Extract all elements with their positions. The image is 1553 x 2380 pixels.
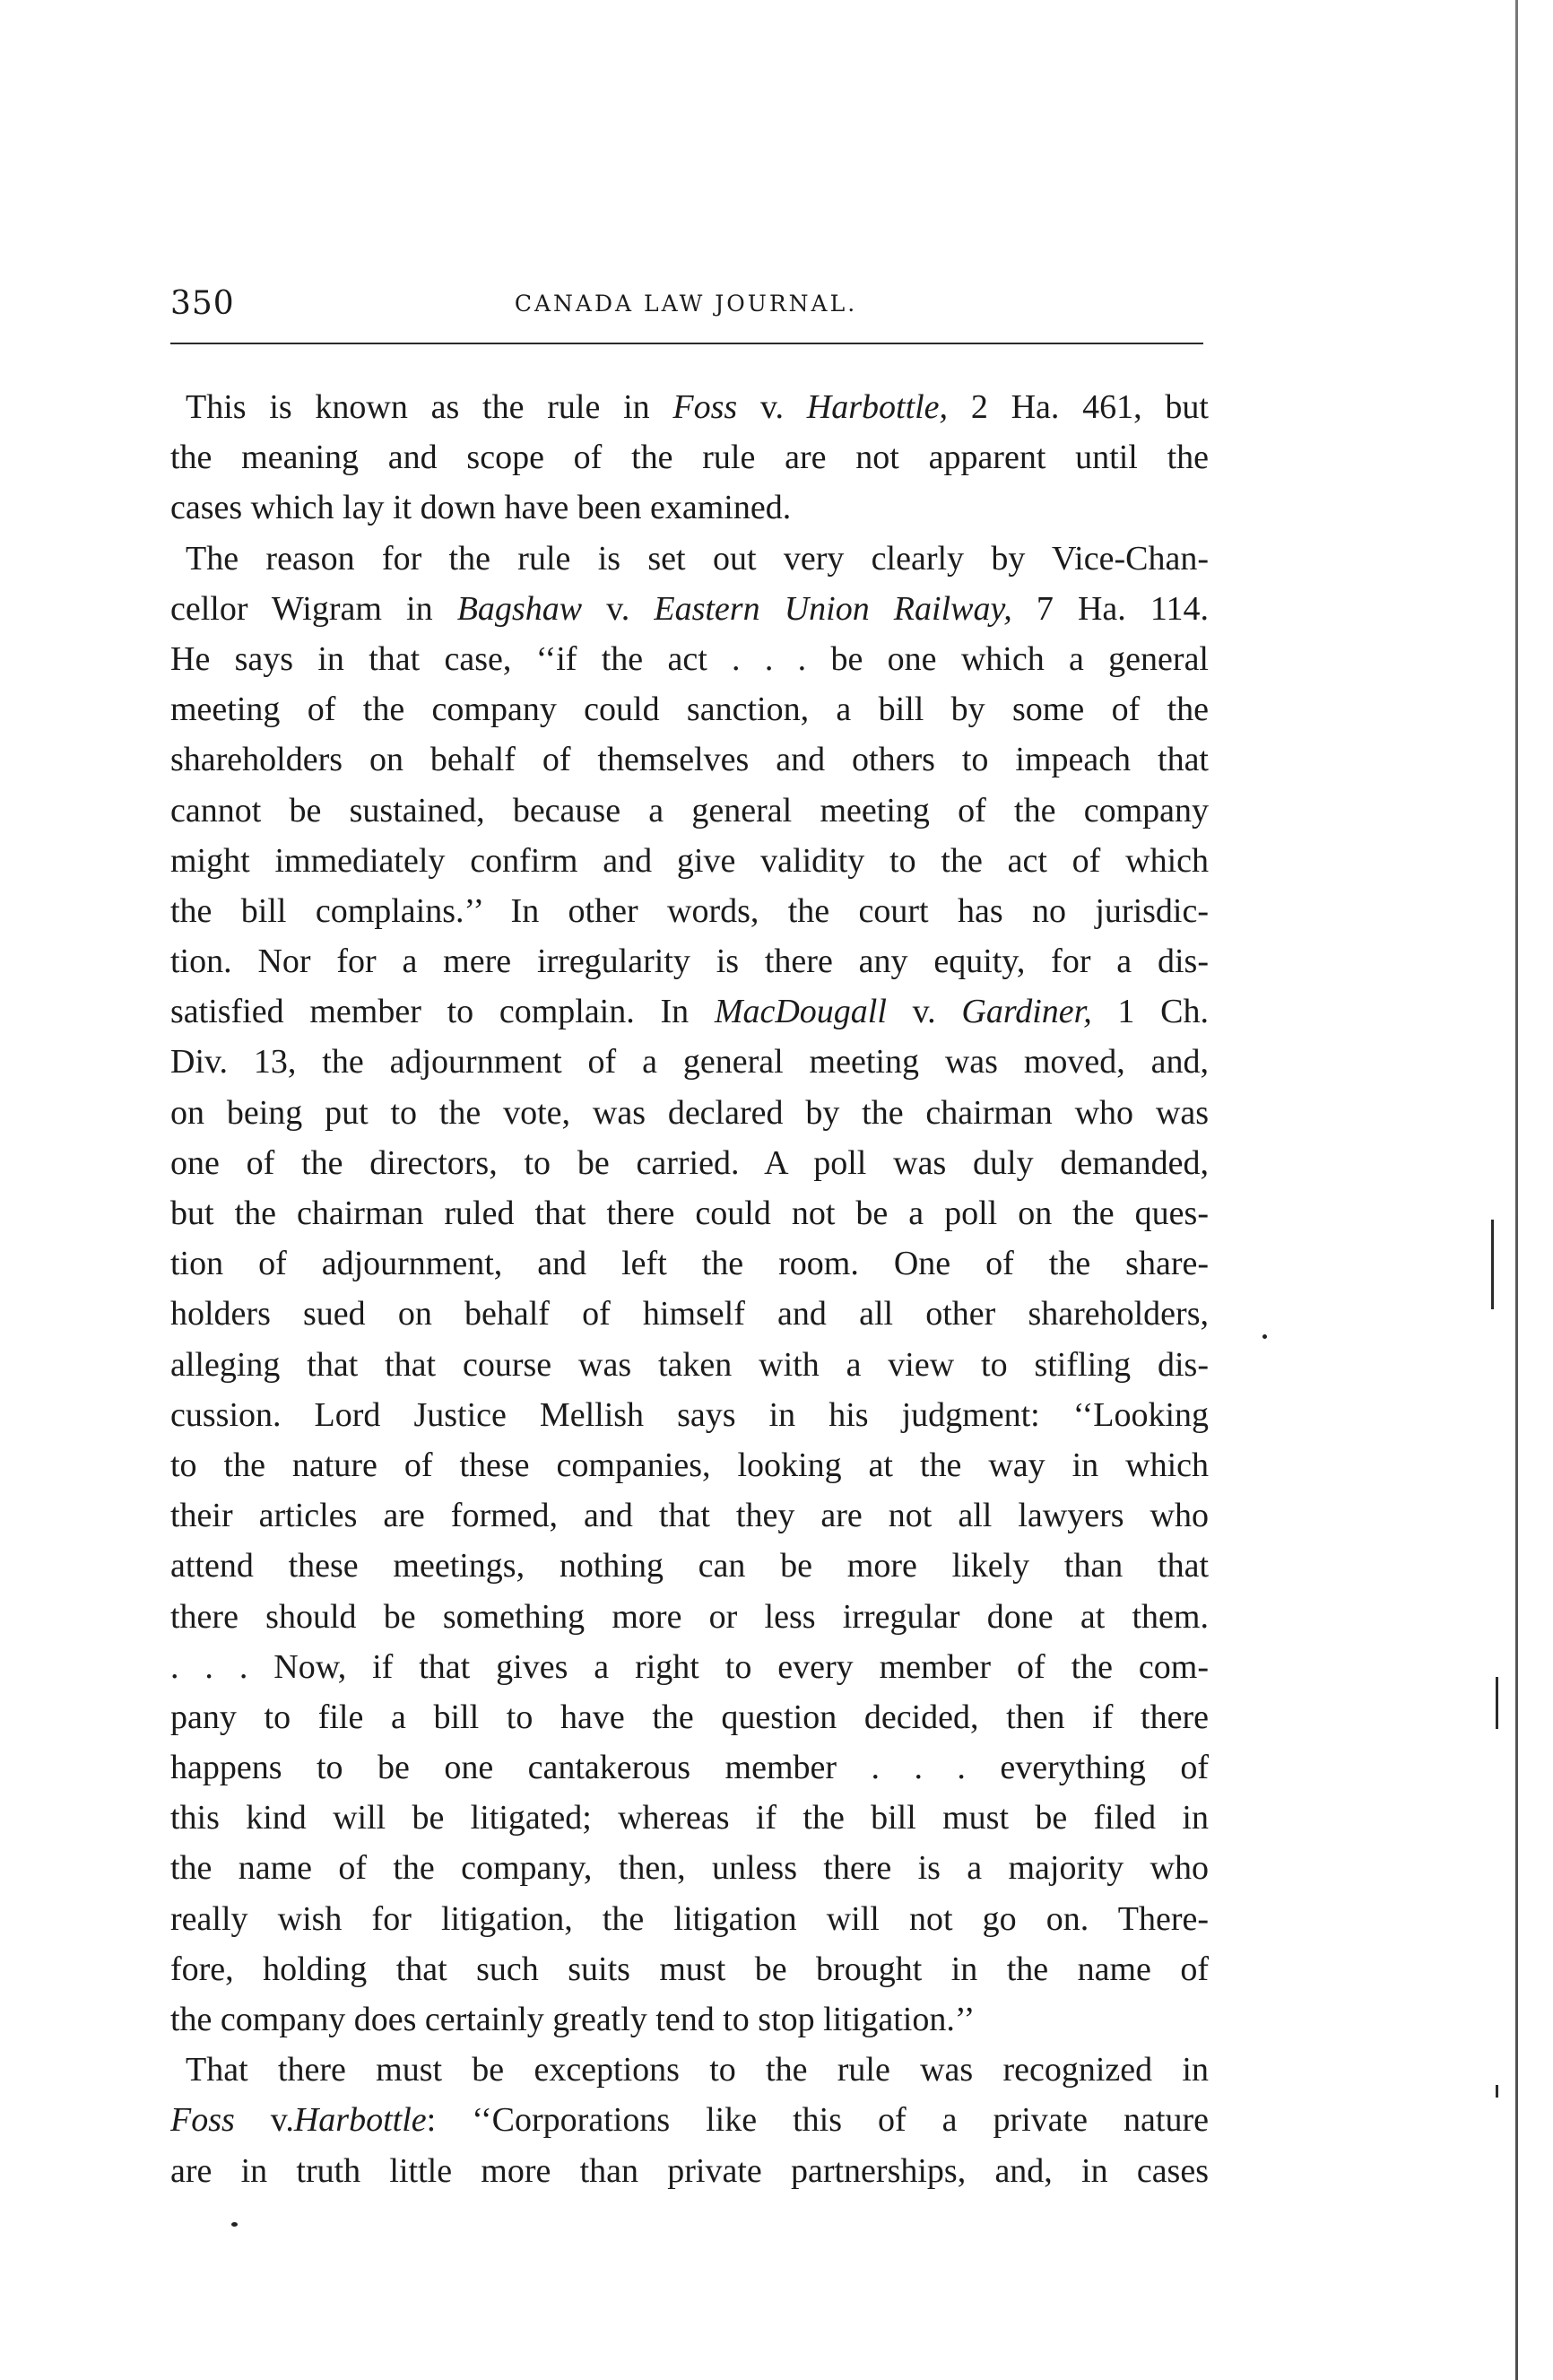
text-line — [170, 1894, 1209, 1944]
case-name: Bagshaw — [456, 589, 583, 628]
text-line — [170, 1238, 1209, 1289]
text-line — [170, 1994, 1209, 2045]
case-name: Eastern Union Railway, — [654, 589, 1012, 628]
text-segment: He says in that case, ‘‘if the act . . . be one which a general — [170, 639, 1209, 678]
header-rule — [170, 343, 1203, 344]
text-line — [170, 1843, 1209, 1893]
page-number: 350 — [170, 285, 235, 322]
text-segment: satisfied member to complain. In — [170, 993, 715, 1031]
speck — [1262, 1334, 1267, 1339]
text-line — [170, 734, 1209, 785]
text-line — [170, 2146, 1209, 2196]
text-line — [170, 1490, 1209, 1541]
case-name: Gardiner, — [961, 993, 1092, 1031]
text-line — [170, 1340, 1209, 1390]
text-line — [170, 936, 1209, 986]
margin-mark — [1491, 1220, 1494, 1309]
text-line — [170, 584, 1209, 634]
text-segment: but the chairman ruled that there could not be a poll on the ques- — [170, 1194, 1209, 1232]
text-segment: v. — [234, 2101, 294, 2140]
text-line — [170, 1289, 1209, 1339]
text-segment: there should be something more or less irregular done at them. — [170, 1597, 1209, 1636]
margin-mark — [1496, 2085, 1498, 2098]
text-segment: 2 Ha. 461, but — [948, 388, 1209, 426]
text-segment: v. — [582, 589, 655, 628]
text-line — [170, 2095, 1209, 2145]
page-edge-shadow — [1515, 0, 1518, 2380]
case-name: MacDougall — [714, 993, 887, 1031]
text-line — [170, 786, 1209, 836]
text-segment: tion. Nor for a mere irregularity is there any equity, for a dis- — [170, 942, 1209, 981]
margin-mark — [1496, 1677, 1498, 1729]
text-segment: might immediately confirm and give validity to the act of which — [170, 841, 1209, 880]
text-line — [170, 1188, 1209, 1238]
case-name: Harbottle, — [806, 388, 949, 426]
text-segment: That there must be exceptions to the rule was recognized in — [186, 2051, 1209, 2089]
text-line — [170, 1642, 1209, 1692]
text-line — [170, 1440, 1209, 1490]
text-segment: fore, holding that such suits must be brought in the name of — [170, 1950, 1209, 1988]
text-segment: their articles are formed, and that they are not all lawyers who — [170, 1497, 1209, 1535]
text-segment: 1 Ch. — [1091, 993, 1209, 1031]
text-segment: the meaning and scope of the rule are not apparent until the — [170, 439, 1209, 477]
text-segment: cannot be sustained, because a general meeting of the company — [170, 791, 1209, 830]
text-line — [170, 1692, 1209, 1742]
text-line — [170, 1592, 1209, 1642]
case-name: Harbottle — [293, 2101, 427, 2140]
text-segment: this kind will be litigated; whereas if the bill must be filed in — [170, 1799, 1209, 1837]
text-segment: are in truth little more than private partnerships, and, in cases — [170, 2151, 1209, 2190]
text-segment: shareholders on behalf of themselves and others to impeach that — [170, 741, 1209, 779]
text-line — [170, 1390, 1209, 1440]
speck — [231, 2222, 238, 2227]
text-line — [170, 1742, 1209, 1793]
text-segment: pany to file a bill to have the question decided, then if there — [170, 1698, 1209, 1736]
text-segment: the company does certainly greatly tend to stop litigation.’’ — [170, 2001, 976, 2038]
journal-title: CANADA LAW JOURNAL. — [514, 291, 858, 317]
text-segment: really wish for litigation, the litigation will not go on. There- — [170, 1899, 1209, 1938]
text-line — [170, 634, 1209, 684]
text-segment: This is known as the rule in — [186, 388, 673, 426]
text-line — [170, 886, 1209, 936]
text-segment: cellor Wigram in — [170, 589, 457, 628]
text-line — [170, 836, 1209, 886]
text-segment: The reason for the rule is set out very clearly by Vice-Chan- — [186, 539, 1209, 578]
text-segment: 7 Ha. 114. — [1011, 589, 1209, 628]
running-head — [170, 285, 1202, 330]
text-segment: Div. 13, the adjournment of a general meeting was moved, and, — [170, 1043, 1209, 1081]
text-line — [170, 1944, 1209, 1994]
text-segment: the name of the company, then, unless there is a majority who — [170, 1849, 1209, 1888]
case-name: Foss — [672, 388, 738, 426]
case-name: Foss — [170, 2101, 235, 2140]
text-line — [170, 2045, 1209, 2095]
text-segment: meeting of the company could sanction, a bill by some of the — [170, 691, 1209, 729]
body-text — [170, 382, 1209, 2196]
text-line — [170, 382, 1209, 432]
text-segment: . . . Now, if that gives a right to every member of the com- — [170, 1647, 1209, 1686]
text-segment: to the nature of these companies, looking at the way in which — [170, 1446, 1209, 1484]
text-segment: cases which lay it down have been examined. — [170, 489, 792, 527]
text-segment: alleging that that course was taken with a view to stifling dis- — [170, 1345, 1209, 1384]
text-segment: the bill complains.’’ In other words, the court has no jurisdic- — [170, 891, 1209, 930]
text-segment: happens to be one cantakerous member . . . everything of — [170, 1749, 1209, 1787]
text-line — [170, 1541, 1209, 1591]
text-segment: tion of adjournment, and left the room. One of the share- — [170, 1245, 1209, 1283]
text-line — [170, 1793, 1209, 1843]
text-line — [170, 986, 1209, 1037]
text-line — [170, 1088, 1209, 1138]
text-line — [170, 534, 1209, 584]
text-line — [170, 482, 1209, 533]
text-segment: v. — [886, 993, 962, 1031]
text-segment: one of the directors, to be carried. A poll was duly demanded, — [170, 1143, 1209, 1182]
text-line — [170, 684, 1209, 734]
text-segment: attend these meetings, nothing can be more likely than that — [170, 1547, 1209, 1585]
text-segment: holders sued on behalf of himself and all other shareholders, — [170, 1295, 1209, 1333]
text-line — [170, 1138, 1209, 1188]
text-segment: cussion. Lord Justice Mellish says in his judgment: ‘‘Looking — [170, 1395, 1209, 1434]
text-segment: v. — [737, 388, 807, 426]
text-line — [170, 1037, 1209, 1087]
text-segment: : ‘‘Corporations like this of a private nature — [426, 2101, 1209, 2140]
text-segment: on being put to the vote, was declared by the chairman who was — [170, 1093, 1209, 1132]
text-line — [170, 432, 1209, 482]
